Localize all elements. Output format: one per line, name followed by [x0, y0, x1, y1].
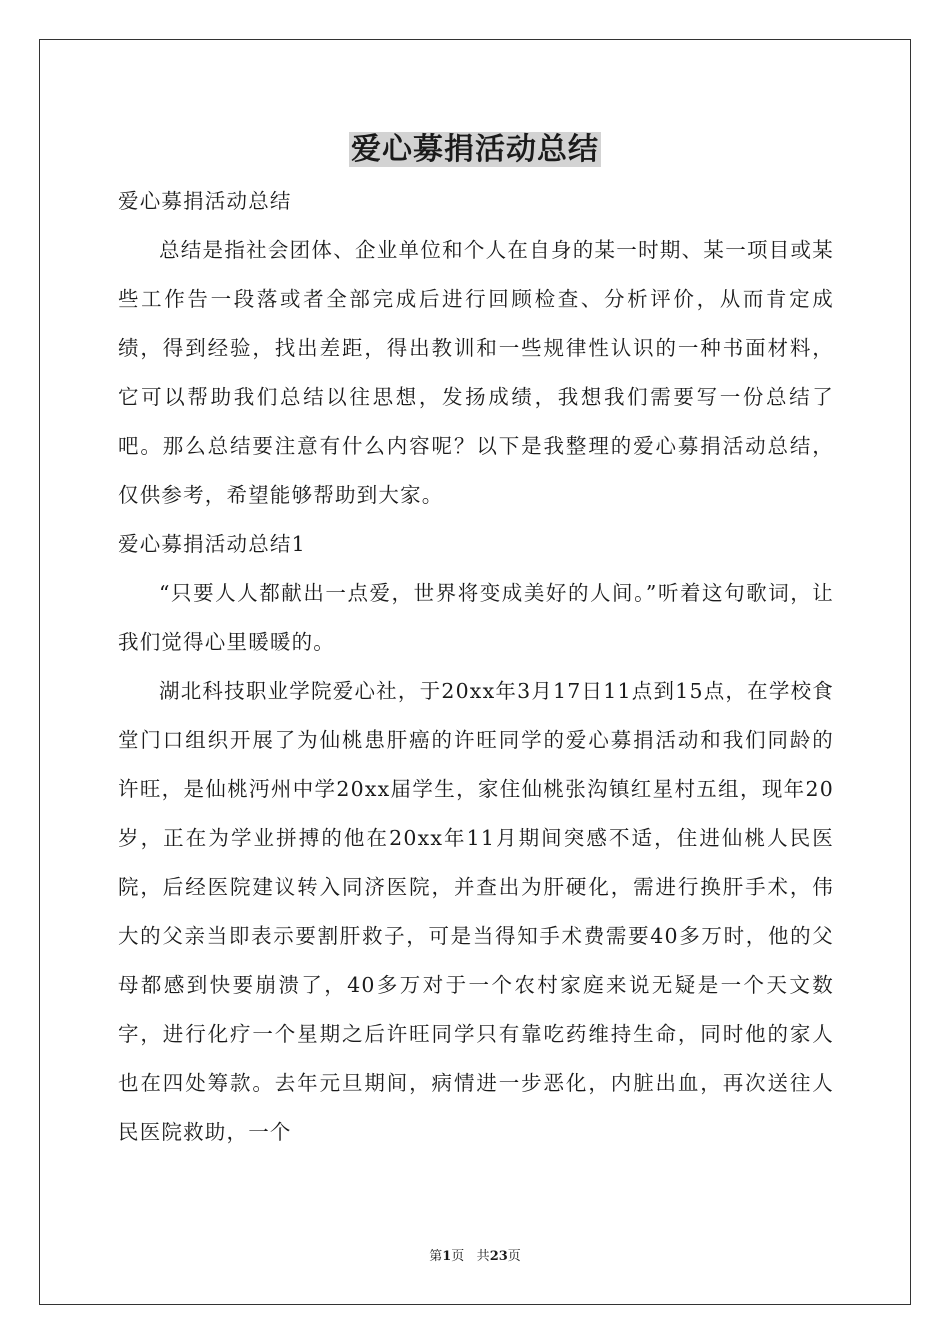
page-footer — [0, 1247, 950, 1267]
section-heading: 爱心募捐活动总结1 — [118, 532, 306, 556]
footer-total-pages: 23 — [489, 1249, 508, 1264]
document-title — [0, 128, 950, 172]
document-body — [118, 177, 834, 1157]
footer-total-suffix: 页 — [507, 1249, 521, 1264]
footer-total-prefix: 共 — [476, 1249, 490, 1264]
paragraph: “只要人人都献出一点爱，世界将变成美好的人间。”听着这句歌词，让我们觉得心里暖暖的。 — [118, 581, 834, 654]
paragraph: 总结是指社会团体、企业单位和个人在自身的某一时期、某一项目或某些工作告一段落或者全部完成后进行回顾检查、分析评价，从而肯定成绩，得到经验，找出差距，得出教训和一些规律性认识的一种书面材料，它可以帮助我们总结以往思想，发扬成绩，我想我们需要写一份总结了吧。那么总结要注意有什么内容呢？以下是我整理的爱心募捐活动总结，仅供参考，希望能够帮助到大家。 — [118, 238, 834, 507]
footer-page-number: 1 — [442, 1249, 452, 1264]
footer-prefix: 第 — [429, 1249, 443, 1264]
paragraph: 湖北科技职业学院爱心社，于20xx年3月17日11点到15点，在学校食堂门口组织开展了为仙桃患肝癌的许旺同学的爱心募捐活动和我们同龄的许旺，是仙桃沔州中学20xx届学生，家住仙桃张沟镇红星村五组，现年20岁，正在为学业拼搏的他在20xx年11月期间突感不适，住进仙桃人民医院，后经医院建议转入同济医院，并查出为肝硬化，需进行换肝手术，伟大的父亲当即表示要割肝救子，可是当得知手术费需要40多万时，他的父母都感到快要崩溃了，40多万对于一个农村家庭来说无疑是一个天文数字，进行化疗一个星期之后许旺同学只有靠吃药维持生命，同时他的家人也在四处筹款。去年元旦期间，病情进一步恶化，内脏出血，再次送往人民医院救助，一个 — [118, 679, 834, 1144]
document-title-text: 爱心募捐活动总结 — [351, 132, 599, 167]
paragraph-heading: 爱心募捐活动总结 — [118, 189, 292, 213]
footer-page-suffix: 页 — [451, 1249, 465, 1264]
